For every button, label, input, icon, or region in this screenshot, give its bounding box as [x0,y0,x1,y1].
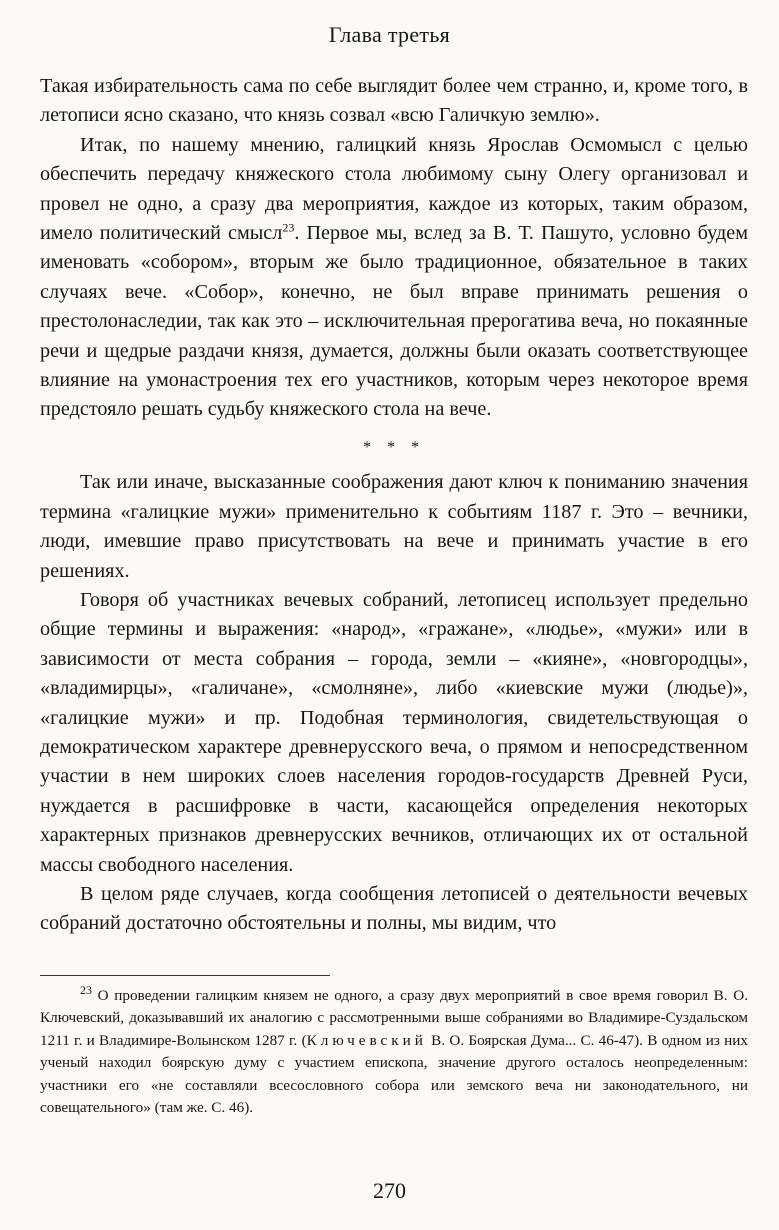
page-number: 270 [373,1178,406,1203]
footnote-number: 23 [80,982,92,997]
footnote-reference[interactable]: 23 [282,220,295,235]
footnote-author: Ключевский [306,1031,427,1049]
paragraph-2-text-b: . Первое мы, вслед за В. Т. Пашуто, условно будем именовать «собором», вторым же было традиционное, обязательное в таких случаях вече. «Собор», конечно, не был вправе принимать решения о престолонаследии, так как это – исключительная прерогатива веча, но покаянные речи и щедрые раздачи князя, думается, должны были оказать соответствующее влияние на умонастроения тех его участников, которым через некоторое время предстояло решать судьбу княжеского стола на вече. [40,222,748,421]
paragraph-1: Такая избирательность сама по себе выглядит более чем странно, и, кроме того, в летописи ясно сказано, что князь созвал «всю Галичкую землю». [40,75,748,127]
running-header: Глава третья [328,22,451,47]
paragraph-2 [40,131,748,425]
main-text [40,72,748,939]
footnote-text-b: В. О. Боярская Дума... С. 46-47). В одном из них ученый находил боярскую думу с участием епископа, значение другого осталось неопределенным: участники его «не составляли всесословного собора или земского веча ни законодательного, ни совещательного» (там же. С. 46). [40,1031,748,1117]
paragraph-4: Говоря об участниках вечевых собраний, летописец использует предельно общие термины и выражения: «народ», «гражане», «людье», «мужи» или в зависимости от места собрания – города, земли – «кияне», «новгородцы», «владимирцы», «галичане», «смолняне», либо «киевские мужи (людье)», «галицкие мужи» и пр. Подобная терминология, свидетельствующая о демократическом характере древнерусского веча, о прямом и непосредственном участии в нем широких слоев населения городов-государств Древней Руси, нуждается в расшифровке в части, касающейся определения некоторых характерных признаков древнерусских вечников, отличающих их от остальной массы свободного населения. [40,588,748,876]
paragraph-3: Так или иначе, высказанные соображения дают ключ к пониманию значения термина «галицкие мужи» применительно к событиям 1187 г. Это – вечники, люди, имевшие право присутствовать на вече и принимать участие в его решениях. [40,471,748,582]
footnote [40,982,748,1119]
section-separator: * * * [363,438,425,456]
footnote-text-a: О проведении галицким князем не одного, а сразу двух мероприятий в свое время говорил В. О. Ключевский, доказывавший их аналогию с рассмотренными выше собраниями во Владимире-Суздальском 1211 г. и Владимире-Волынском 1287 г. ( [40,987,748,1049]
paragraph-2-text-a: Итак, по нашему мнению, галицкий князь Ярослав Осмомысл с целью обеспечить передачу княжеского стола любимому сыну Олегу организовал и провел не одно, а сразу два мероприятия, каждое из которых, таким образом, имело политический смысл [40,133,748,245]
footnote-divider [40,975,330,976]
paragraph-5: В целом ряде случаев, когда сообщения летописей о деятельности вечевых собраний достаточно обстоятельны и полны, мы видим, что [40,882,748,935]
